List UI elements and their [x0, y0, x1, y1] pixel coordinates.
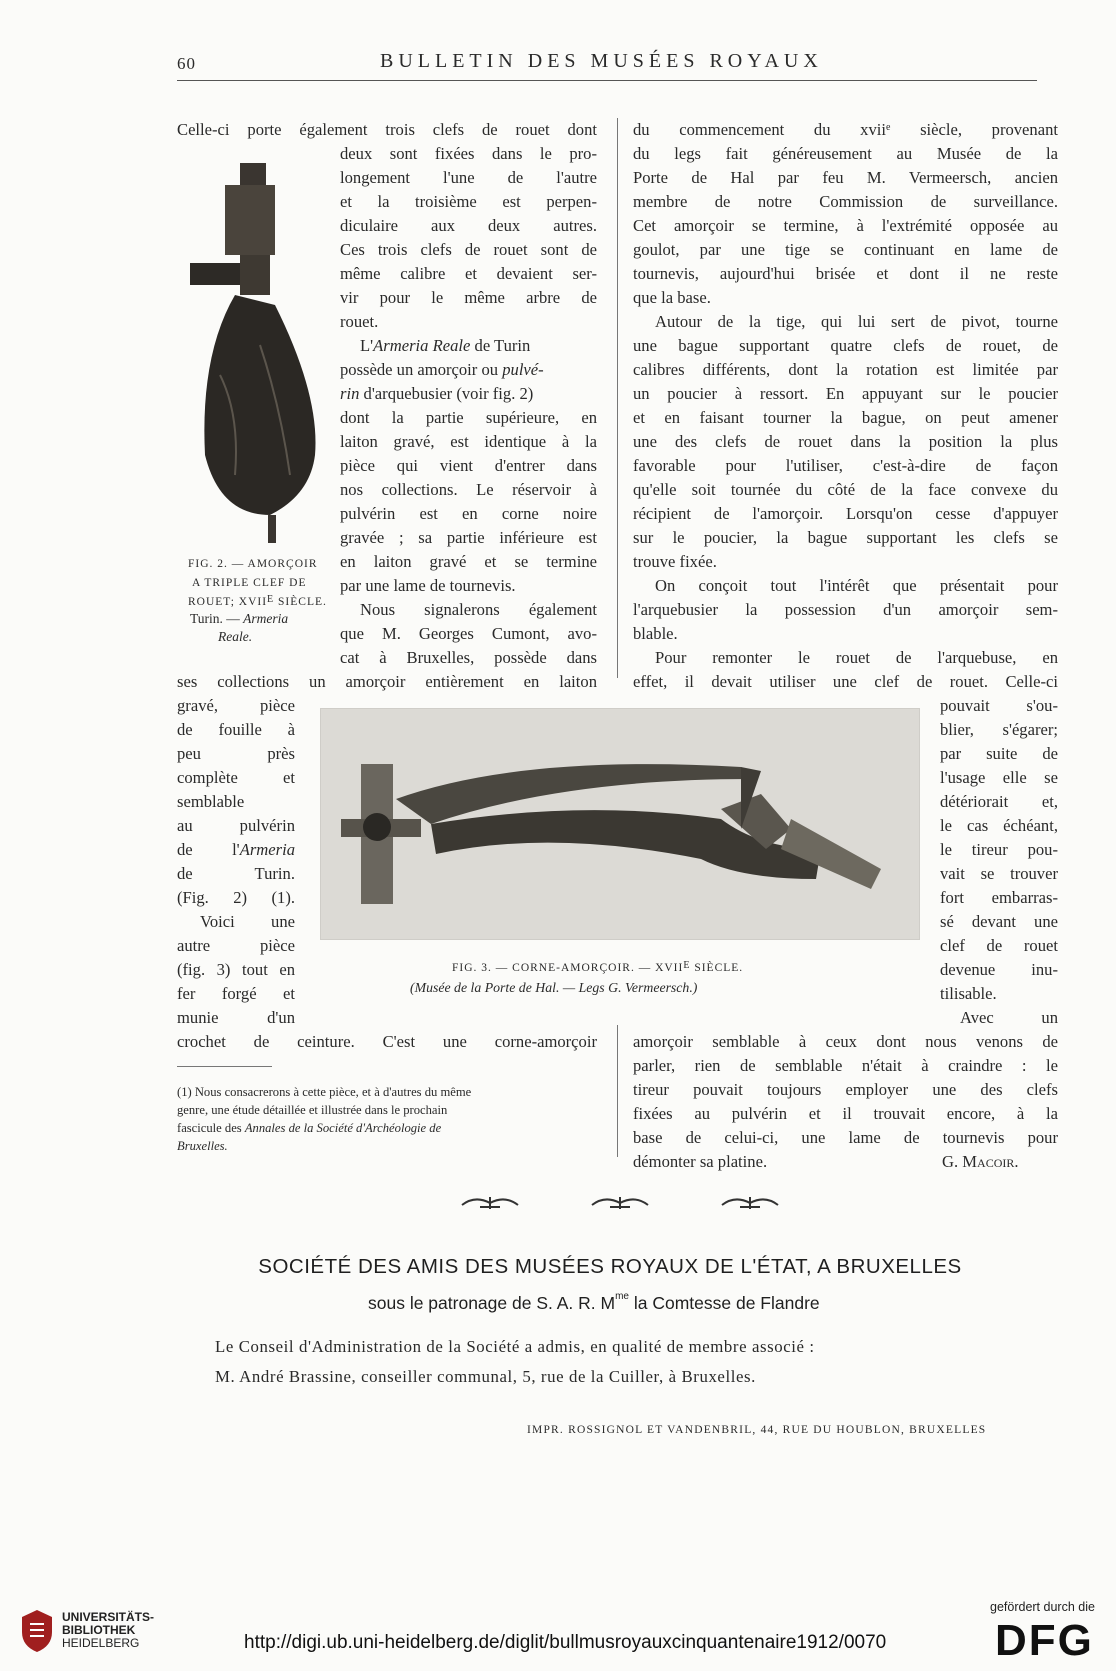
- column-rule-lower: [617, 1025, 618, 1157]
- right-line-8: que la base.: [633, 288, 711, 307]
- left-line-2: deux sont fixées dans le pro-: [340, 144, 597, 163]
- header-rule: [177, 80, 1037, 81]
- right-line-10: une bague supportant quatre clefs de rouet, de: [633, 336, 1058, 355]
- text-italic: Armeria Reale: [373, 336, 471, 355]
- left-line-27: peu près: [177, 744, 295, 763]
- right-line-14: une des clefs de rouet dans la position la plus: [633, 432, 1058, 451]
- text-italic: Armeria: [239, 840, 295, 859]
- left-line-14: laiton gravé, est identique à la: [340, 432, 597, 451]
- left-line-12: [340, 382, 533, 406]
- library-seal-icon: [18, 1608, 56, 1654]
- ornament-3: [720, 1193, 780, 1213]
- fig3-image: [320, 708, 920, 940]
- left-line-19: en laiton gravé et se termine: [340, 552, 597, 571]
- right-line-1: [633, 118, 1058, 142]
- fig2-caption-2: A TRIPLE CLEF DE: [192, 577, 307, 589]
- left-line-30: au pulvérin: [177, 816, 295, 835]
- right-line-6: goulot, par une tige se continuant en lame de: [633, 240, 1058, 259]
- column-rule: [617, 118, 618, 678]
- left-line-6: Ces trois clefs de rouet sont de: [340, 240, 597, 259]
- right-line-26: blier, s'égarer;: [940, 720, 1058, 739]
- text: ROUET; XVII: [188, 596, 268, 608]
- text: possède un amorçoir ou: [340, 360, 503, 379]
- left-line-17: pulvérin est en corne noire: [340, 504, 597, 523]
- left-line-1: Celle-ci porte également trois clefs de rouet dont: [177, 120, 597, 139]
- fig2-caption-1: FIG. 2. — AMORÇOIR: [188, 558, 318, 570]
- right-line-29: détériorait et,: [940, 792, 1058, 811]
- society-title: SOCIÉTÉ DES AMIS DES MUSÉES ROYAUX DE L'ÉTAT, A BRUXELLES: [258, 1255, 962, 1278]
- right-line-18: sur le poucier, la bague supportant les clefs se: [633, 528, 1058, 547]
- left-line-23: cat à Bruxelles, possède dans: [340, 648, 597, 667]
- text: Turin. —: [190, 611, 244, 626]
- society-paragraph-1: Le Conseil d'Administration de la Société a admis, en qualité de membre associé :: [215, 1337, 815, 1356]
- text: de l': [177, 840, 240, 859]
- text-italic: rin: [340, 384, 360, 403]
- text-italic: pulvé-: [502, 360, 544, 379]
- fig2-image: [180, 155, 330, 545]
- right-line-5: Cet amorçoir se termine, à l'extrémité opposée au: [633, 216, 1058, 235]
- source-url[interactable]: http://digi.ub.uni-heidelberg.de/diglit/bullmusroyauxcinquantenaire1912/0070: [244, 1632, 887, 1653]
- text-italic: Annales de la Société d'Archéologie de: [244, 1121, 442, 1135]
- right-line-39: amorçoir semblable à ceux dont nous venons de: [633, 1032, 1058, 1051]
- text-italic: Reale.: [218, 629, 253, 644]
- fig3-caption-1: [452, 960, 743, 976]
- superscript: E: [267, 594, 275, 605]
- left-line-11: [340, 358, 544, 382]
- right-line-33: fort embarras-: [940, 888, 1058, 907]
- running-title: BULLETIN DES MUSÉES ROYAUX: [380, 50, 823, 72]
- fig3-caption-2: [410, 979, 697, 997]
- text: fascicule des: [177, 1121, 245, 1135]
- superscript: e: [885, 122, 891, 133]
- text-italic: (Musée de la Porte de Hal. — Legs G. Vermeersch.): [410, 980, 698, 995]
- right-line-31: le tireur pou-: [940, 840, 1058, 859]
- left-line-7: même calibre et devaient ser-: [340, 264, 597, 283]
- footnote-line-3: [177, 1119, 441, 1137]
- dfg-label: gefördert durch die: [990, 1600, 1095, 1614]
- right-line-4: membre de notre Commission de surveillance.: [633, 192, 1058, 211]
- right-line-35: clef de rouet: [940, 936, 1058, 955]
- left-line-24: ses collections un amorçoir entièrement en laiton: [177, 672, 597, 691]
- footnote-line-1: (1) Nous consacrerons à cette pièce, et à d'autres du même: [177, 1085, 472, 1099]
- library-line-3: HEIDELBERG: [62, 1636, 140, 1650]
- signature: G. Macoir.: [942, 1152, 1019, 1171]
- left-line-21: Nous signalerons également: [360, 600, 597, 619]
- footnote-line-2: genre, une étude détaillée et illustrée dans le prochain: [177, 1103, 448, 1117]
- right-line-30: le cas échéant,: [940, 816, 1058, 835]
- left-line-10: [360, 334, 530, 358]
- footnote-rule: [177, 1066, 272, 1067]
- left-line-32: de Turin.: [177, 864, 295, 883]
- dfg-logo: DFG: [995, 1616, 1094, 1665]
- left-line-39: crochet de ceinture. C'est une corne-amorçoir: [177, 1032, 597, 1051]
- text: FIG. 3. — CORNE-AMORÇOIR. — XVII: [452, 962, 684, 974]
- fig2-caption-4: [190, 610, 288, 628]
- right-line-28: l'usage elle se: [940, 768, 1058, 787]
- right-line-9: Autour de la tige, qui lui sert de pivot, tourne: [655, 312, 1058, 331]
- text: de Turin: [470, 336, 531, 355]
- right-line-17: récipient de l'amorçoir. Lorsqu'on cesse d'appuyer: [633, 504, 1058, 523]
- left-line-33: (Fig. 2) (1).: [177, 888, 295, 907]
- left-line-18: gravée ; sa partie inférieure est: [340, 528, 597, 547]
- right-line-2: du legs fait généreusement au Musée de la: [633, 144, 1058, 163]
- left-line-34: Voici une: [200, 912, 295, 931]
- left-line-37: fer forgé et: [177, 984, 295, 1003]
- superscript: me: [615, 1291, 629, 1302]
- right-line-34: sé devant une: [940, 912, 1058, 931]
- text: du commencement du xvii: [633, 120, 886, 139]
- society-subtitle: [368, 1293, 820, 1314]
- right-line-40: parler, rien de semblable n'était à craindre : le: [633, 1056, 1058, 1075]
- left-line-35: autre pièce: [177, 936, 295, 955]
- left-line-4: et la troisième est perpen-: [340, 192, 597, 211]
- right-line-44: démonter sa platine.: [633, 1152, 768, 1171]
- fig2-caption-3: [188, 594, 327, 610]
- right-line-13: et en faisant tourner la bague, on peut amener: [633, 408, 1058, 427]
- ornament-1: [460, 1193, 520, 1213]
- imprint: IMPR. ROSSIGNOL ET VANDENBRIL, 44, RUE DU HOUBLON, BRUXELLES: [527, 1424, 987, 1436]
- left-line-16: nos collections. Le réservoir à: [340, 480, 597, 499]
- left-line-15: pièce qui vient d'entrer dans: [340, 456, 597, 475]
- text-italic: Armeria: [243, 611, 289, 626]
- fig2-caption-5: [218, 628, 252, 646]
- text: SIÈCLE.: [274, 596, 327, 608]
- page-number: 60: [177, 54, 196, 73]
- library-line-2: BIBLIOTHEK: [62, 1623, 136, 1637]
- left-line-36: (fig. 3) tout en: [177, 960, 295, 979]
- text: sous le patronage de S. A. R. M: [368, 1293, 616, 1313]
- left-line-31: [177, 838, 295, 862]
- right-line-20: On conçoit tout l'intérêt que présentait pour: [655, 576, 1058, 595]
- right-line-32: vait se trouver: [940, 864, 1058, 883]
- footnote-line-4: [177, 1137, 228, 1155]
- left-line-3: longement l'une de l'autre: [340, 168, 597, 187]
- right-line-3: Porte de Hal par feu M. Vermeersch, ancien: [633, 168, 1058, 187]
- library-logo: [18, 1608, 56, 1659]
- library-name: [62, 1611, 154, 1650]
- right-line-23: Pour remonter le rouet de l'arquebuse, en: [655, 648, 1058, 667]
- left-line-28: complète et: [177, 768, 295, 787]
- left-line-9: rouet.: [340, 312, 379, 331]
- society-paragraph-2: M. André Brassine, conseiller communal, 5, rue de la Cuiller, à Bruxelles.: [215, 1367, 756, 1386]
- left-line-5: diculaire aux deux autres.: [340, 216, 597, 235]
- right-line-15: favorable pour l'utiliser, c'est-à-dire de façon: [633, 456, 1058, 475]
- right-line-36: devenue inu-: [940, 960, 1058, 979]
- right-line-27: par suite de: [940, 744, 1058, 763]
- right-line-7: tournevis, aujourd'hui brisée et dont il ne reste: [633, 264, 1058, 283]
- left-line-8: vir pour le même arbre de: [340, 288, 597, 307]
- right-line-16: qu'elle soit tournée du côté de la face convexe du: [633, 480, 1058, 499]
- superscript: E: [683, 960, 691, 971]
- ornament-2: [590, 1193, 650, 1213]
- left-line-22: que M. Georges Cumont, avo-: [340, 624, 597, 643]
- right-line-24: effet, il devait utiliser une clef de rouet. Celle-ci: [633, 672, 1058, 691]
- text: la Comtesse de Flandre: [629, 1293, 820, 1313]
- left-line-38: munie d'un: [177, 1008, 295, 1027]
- left-line-25: gravé, pièce: [177, 696, 295, 715]
- right-line-25: pouvait s'ou-: [940, 696, 1058, 715]
- left-line-29: semblable: [177, 792, 245, 811]
- left-line-26: de fouille à: [177, 720, 295, 739]
- text: d'arquebusier (voir fig. 2): [359, 384, 534, 403]
- library-line-1: UNIVERSITÄTS-: [62, 1610, 155, 1624]
- left-line-13: dont la partie supérieure, en: [340, 408, 597, 427]
- text: L': [360, 336, 374, 355]
- right-line-41: tireur pouvait toujours employer une des clefs: [633, 1080, 1058, 1099]
- text-italic: Bruxelles.: [177, 1139, 228, 1153]
- right-line-19: trouve fixée.: [633, 552, 717, 571]
- text: SIÈCLE.: [690, 962, 744, 974]
- text: siècle, provenant: [890, 120, 1058, 139]
- right-line-11: calibres différents, dont la rotation est limitée par: [633, 360, 1058, 379]
- right-line-43: base de celui-ci, une lame de tournevis pour: [633, 1128, 1058, 1147]
- right-line-21: l'arquebusier la possession d'un amorçoir sem-: [633, 600, 1058, 619]
- right-line-22: blable.: [633, 624, 678, 643]
- right-line-42: fixées au pulvérin et il trouvait encore, à la: [633, 1104, 1058, 1123]
- right-line-38: Avec un: [960, 1008, 1058, 1027]
- right-line-12: un poucier à ressort. En appuyant sur le poucier: [633, 384, 1058, 403]
- left-line-20: par une lame de tournevis.: [340, 576, 516, 595]
- right-line-37: tilisable.: [940, 984, 997, 1003]
